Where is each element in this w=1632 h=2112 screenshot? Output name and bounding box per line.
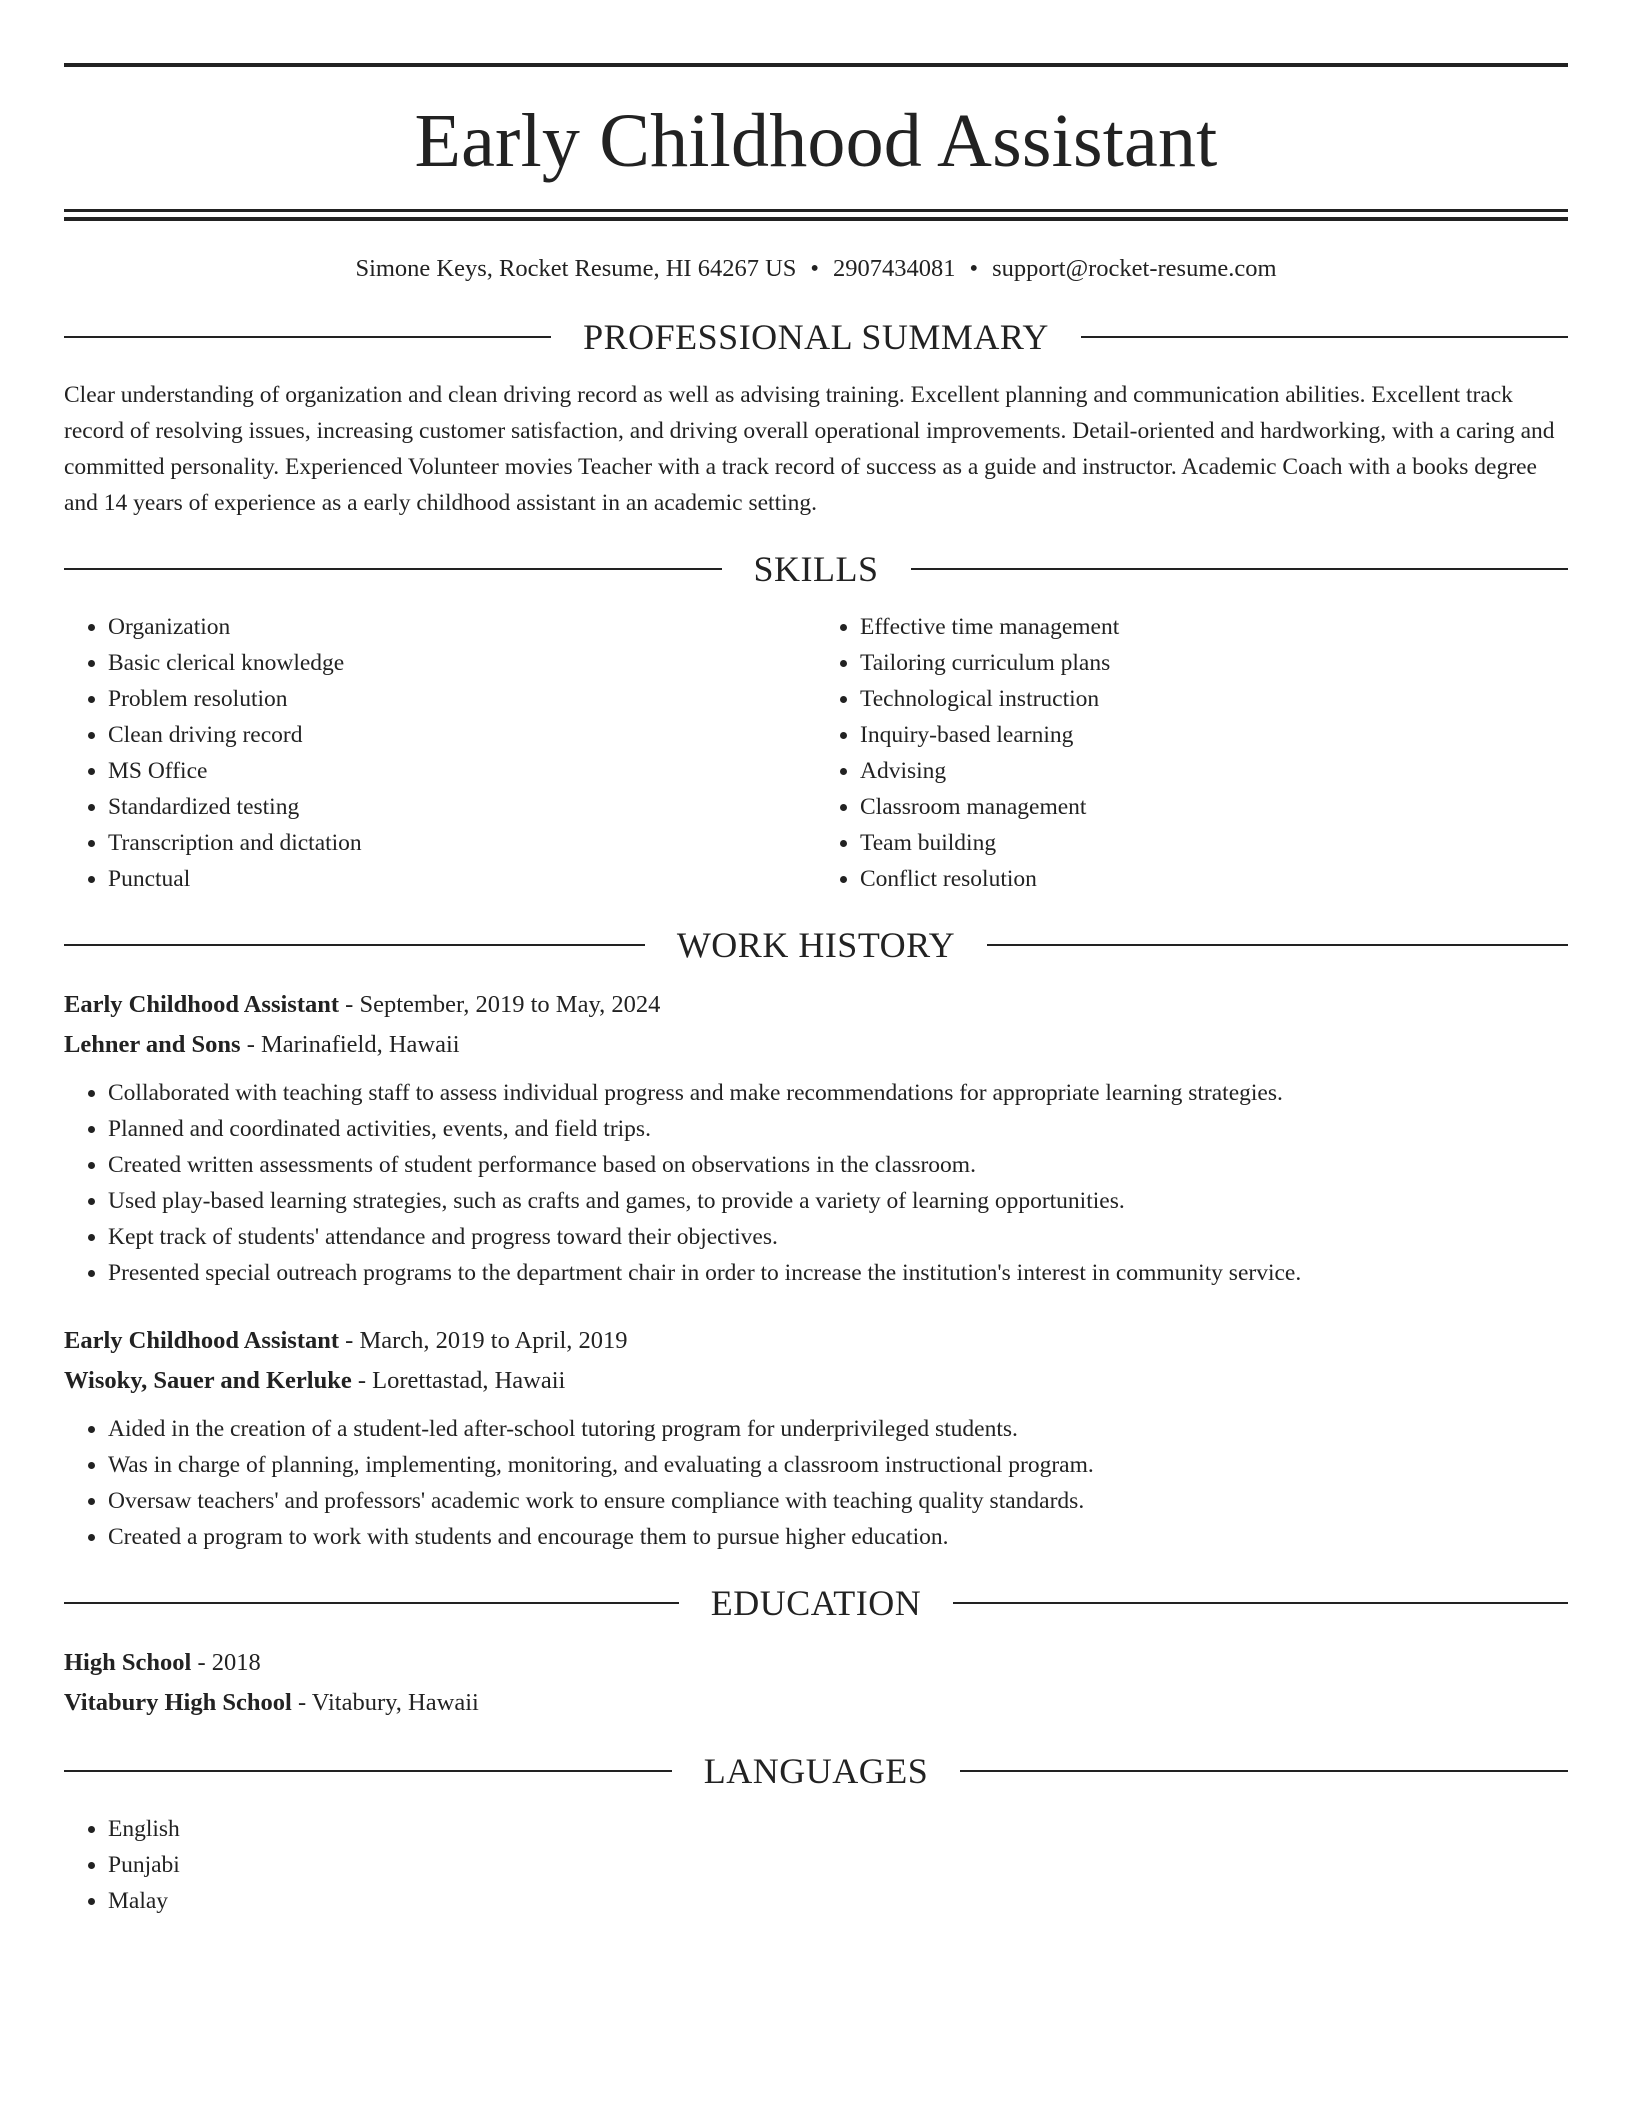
heading-divider — [911, 568, 1569, 570]
education-degree: High School — [64, 1649, 192, 1676]
skill-item: • Technological instruction — [860, 681, 1568, 717]
education-location: - Vitabury, Hawaii — [291, 1689, 479, 1716]
contact-phone: 2907434081 — [832, 255, 956, 282]
job-title-line — [64, 985, 1568, 1025]
education-degree-line — [64, 1643, 1568, 1683]
job-dates: - September, 2019 to May, 2024 — [339, 991, 661, 1018]
job-bullets — [64, 1075, 1568, 1291]
languages-heading-label: LANGUAGES — [703, 1751, 929, 1791]
language-item: • Malay — [108, 1883, 1568, 1919]
job-bullet: • Collaborated with teaching staff to assess individual progress and make recommendations for appropriate learning strategies. — [108, 1075, 1568, 1111]
job-bullet: • Kept track of students' attendance and progress toward their objectives. — [108, 1219, 1568, 1255]
work-heading-label: WORK HISTORY — [676, 925, 956, 965]
job-entry — [64, 1321, 1568, 1555]
skill-item: • Conflict resolution — [860, 861, 1568, 897]
heading-divider — [960, 1770, 1568, 1772]
languages-list — [64, 1811, 1568, 1919]
heading-divider — [1081, 336, 1568, 338]
skill-item: • MS Office — [108, 753, 816, 789]
contact-line — [64, 253, 1568, 285]
education-heading — [64, 1581, 1568, 1625]
job-company-line — [64, 1361, 1568, 1401]
skill-item: • Effective time management — [860, 609, 1568, 645]
summary-text: Clear understanding of organization and clean driving record as well as advising training. Excellent planning and communication abilities. Excellent track record of resolving issues, increasing customer satisfaction, and driving overall operational improvements. Detail-oriented and hardworking, with a caring and committed personality. Experienced Volunteer movies Teacher with a track record of success as a guide and instructor. Academic Coach with a books degree and 14 years of experience as a early childhood assistant in an academic setting. — [64, 382, 1555, 516]
contact-separator: • — [969, 255, 979, 282]
skill-item: • Transcription and dictation — [108, 825, 816, 861]
contact-email[interactable]: support@rocket-resume.com — [992, 255, 1277, 282]
skills-heading-label: SKILLS — [753, 549, 879, 589]
job-bullet: • Presented special outreach programs to the department chair in order to increase the institution's interest in community service. — [108, 1255, 1568, 1291]
heading-divider — [64, 568, 722, 570]
job-bullet: • Oversaw teachers' and professors' academic work to ensure compliance with teaching quality standards. — [108, 1483, 1568, 1519]
heading-divider — [64, 944, 645, 946]
skill-item: • Classroom management — [860, 789, 1568, 825]
title-double-rule — [64, 209, 1568, 221]
job-company-line — [64, 1025, 1568, 1065]
resume-title: Early Childhood Assistant — [414, 99, 1218, 183]
skill-item: • Inquiry-based learning — [860, 717, 1568, 753]
job-company: Lehner and Sons — [64, 1031, 241, 1058]
job-bullets — [64, 1411, 1568, 1555]
skill-item: • Problem resolution — [108, 681, 816, 717]
heading-divider — [64, 1602, 679, 1604]
education-school: Vitabury High School — [64, 1689, 292, 1716]
summary-heading-label: PROFESSIONAL SUMMARY — [583, 317, 1049, 357]
job-bullet: • Created written assessments of student performance based on observations in the classroom. — [108, 1147, 1568, 1183]
work-heading — [64, 923, 1568, 967]
job-entry — [64, 985, 1568, 1291]
skill-item: • Standardized testing — [108, 789, 816, 825]
languages-heading — [64, 1749, 1568, 1793]
skills-list — [64, 609, 1568, 897]
heading-divider — [64, 1770, 672, 1772]
education-entry — [64, 1643, 1568, 1723]
education-school-line — [64, 1683, 1568, 1723]
job-bullet: • Created a program to work with students and encourage them to pursue higher education. — [108, 1519, 1568, 1555]
heading-divider — [987, 944, 1568, 946]
contact-address: Simone Keys, Rocket Resume, HI 64267 US — [355, 255, 797, 282]
job-bullet: • Aided in the creation of a student-led after-school tutoring program for underprivileged students. — [108, 1411, 1568, 1447]
skills-heading — [64, 547, 1568, 591]
job-title-line — [64, 1321, 1568, 1361]
job-title: Early Childhood Assistant — [64, 1327, 340, 1354]
education-heading-label: EDUCATION — [710, 1583, 922, 1623]
skill-item: • Organization — [108, 609, 816, 645]
job-bullet: • Used play-based learning strategies, such as crafts and games, to provide a variety of learning opportunities. — [108, 1183, 1568, 1219]
job-title: Early Childhood Assistant — [64, 991, 340, 1018]
skill-item: • Tailoring curriculum plans — [860, 645, 1568, 681]
heading-divider — [64, 336, 551, 338]
education-year: - 2018 — [191, 1649, 261, 1676]
top-rule — [64, 63, 1568, 67]
heading-divider — [953, 1602, 1568, 1604]
contact-separator: • — [810, 255, 819, 282]
job-location: - Lorettastad, Hawaii — [351, 1367, 566, 1394]
language-item: • English — [108, 1811, 1568, 1847]
summary-heading — [64, 315, 1568, 359]
language-item: • Punjabi — [108, 1847, 1568, 1883]
skill-item: • Team building — [860, 825, 1568, 861]
skill-item: • Clean driving record — [108, 717, 816, 753]
skills-column-right — [816, 609, 1568, 897]
skills-column-left — [64, 609, 816, 897]
job-dates: - March, 2019 to April, 2019 — [339, 1327, 628, 1354]
job-bullet: • Planned and coordinated activities, events, and field trips. — [108, 1111, 1568, 1147]
job-bullet: • Was in charge of planning, implementing, monitoring, and evaluating a classroom instructional program. — [108, 1447, 1568, 1483]
skill-item: • Advising — [860, 753, 1568, 789]
job-company: Wisoky, Sauer and Kerluke — [64, 1367, 352, 1394]
skill-item: • Punctual — [108, 861, 816, 897]
job-location: - Marinafield, Hawaii — [240, 1031, 460, 1058]
skill-item: • Basic clerical knowledge — [108, 645, 816, 681]
